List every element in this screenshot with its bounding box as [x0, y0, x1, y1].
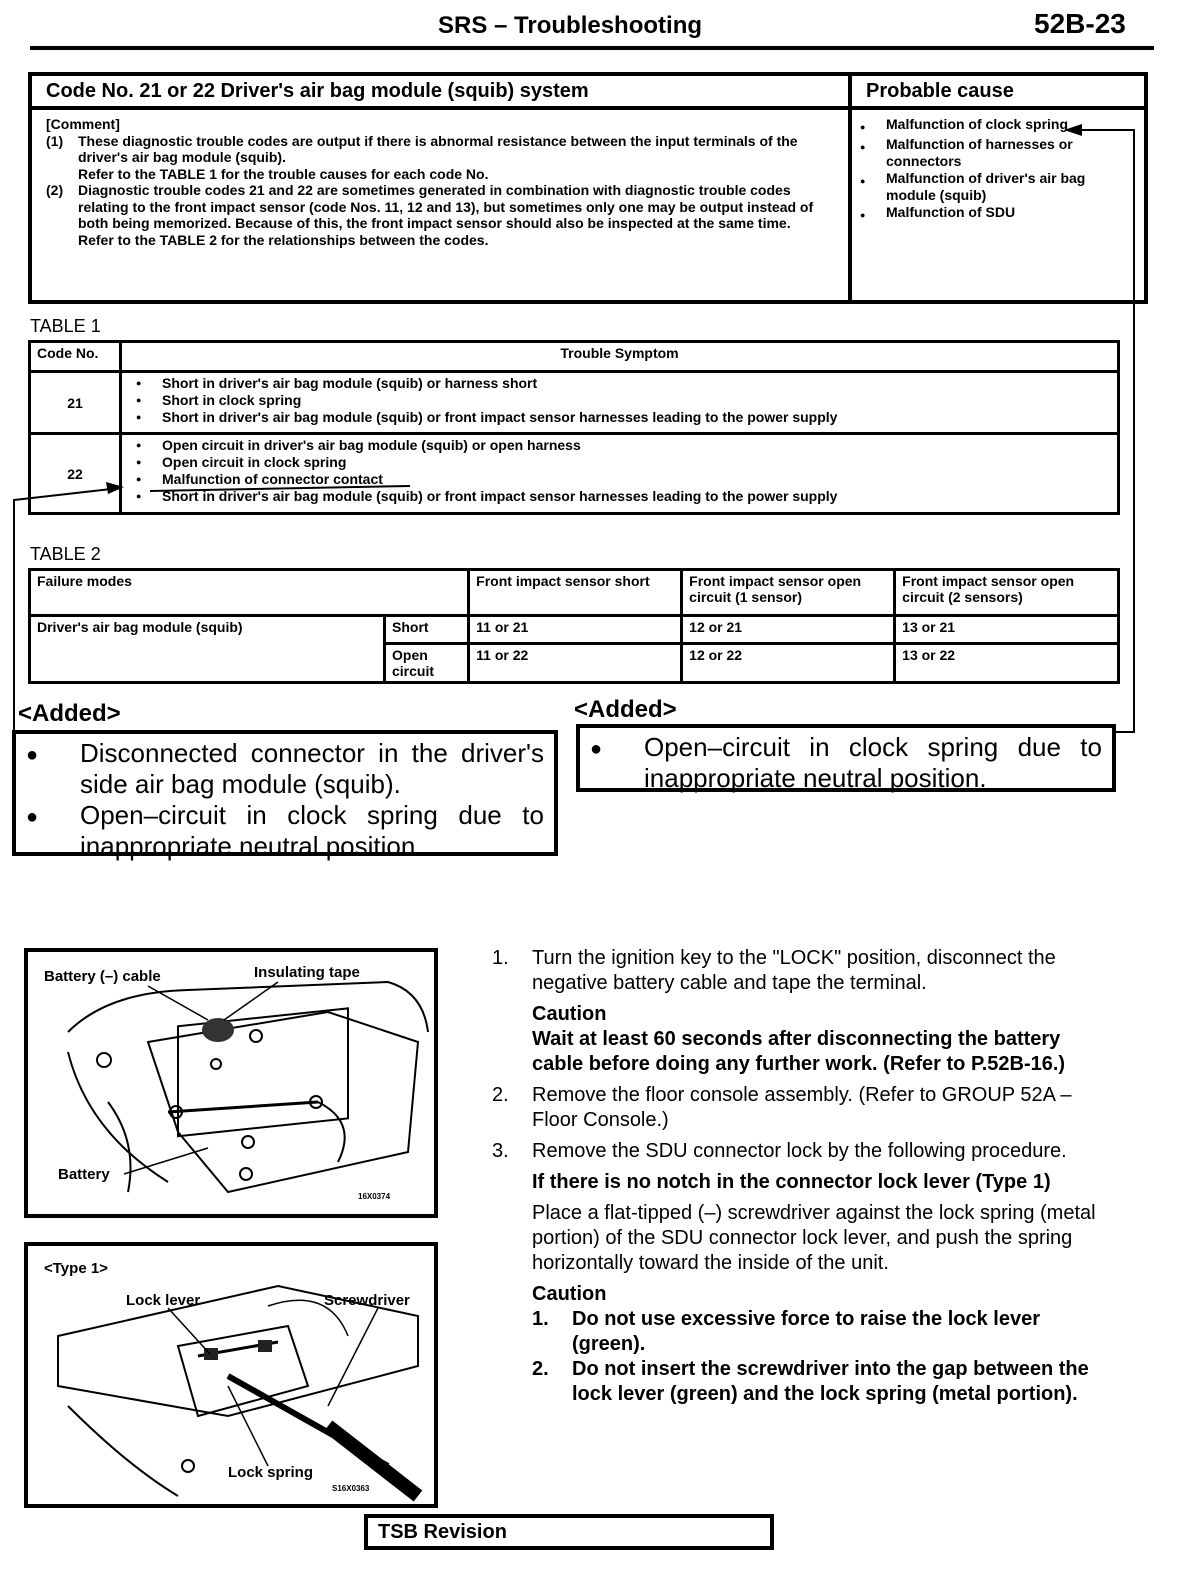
step-3: 3. Remove the SDU connector lock by the following procedure.	[492, 1140, 1067, 1162]
list-item: ● Disconnected connector in the driver's side air bag module (squib).	[26, 738, 544, 799]
step-1: 1. Turn the ignition key to the "LOCK" position, disconnect the negative battery cable and tape the terminal.	[492, 947, 1056, 994]
figure-code: 16X0374	[358, 1192, 391, 1201]
symptom-item: ● Open circuit in driver's air bag module (squib) or open harness	[136, 437, 1111, 454]
caution-2: Caution 1. Do not use excessive force to raise the lock lever (green). 2. Do not insert the screwdriver into the gap between the lock lever (green) and the lock spring (metal portion).	[532, 1282, 1114, 1407]
code-title: Code No. 21 or 22 Driver's air bag module (squib) system	[32, 76, 848, 110]
label-type1: <Type 1>	[44, 1260, 108, 1277]
label-battery: Battery	[58, 1166, 110, 1183]
symptom-item: ● Short in driver's air bag module (squib) or front impact sensor harnesses leading to the power supply	[136, 409, 1111, 426]
type1-text: Place a flat-tipped (–) screwdriver against the lock spring (metal portion) of the SDU connector lock lever, and push the spring horizontally toward the inside of the unit.	[532, 1202, 1096, 1274]
battery-figure	[24, 948, 438, 1218]
added-label-left: <Added>	[18, 700, 121, 727]
symptom-item: ● Malfunction of connector contact	[136, 471, 1111, 488]
annotation-arrows	[0, 0, 1184, 760]
page-header-title: SRS – Troubleshooting	[438, 12, 703, 39]
label-lock-lever: Lock lever	[126, 1292, 201, 1309]
added-note-right	[576, 724, 1116, 792]
label-insulating-tape: Insulating tape	[254, 964, 360, 981]
comment-item: (1) These diagnostic trouble codes are output if there is abnormal resistance between the input terminals of the driver's air bag module (squib). Refer to the TABLE 1 for the trouble causes for each code No.	[46, 132, 798, 182]
sdu-connector-figure	[24, 1242, 438, 1508]
cause-item: ● Malfunction of driver's air bag module (squib)	[860, 170, 1134, 204]
list-item: ● Open–circuit in clock spring due to inappropriate neutral position.	[26, 800, 544, 861]
list-item: 2. Do not insert the screwdriver into the gap between the lock lever (green) and the lock spring (metal portion).	[532, 1358, 1089, 1405]
label-screwdriver: Screwdriver	[324, 1292, 410, 1309]
comment-label: [Comment]	[46, 116, 120, 132]
table2-header: Front impact sensor short	[469, 570, 682, 616]
cause-item: ● Malfunction of harnesses or connectors	[860, 136, 1134, 170]
list-item: ● Open–circuit in clock spring due to inappropriate neutral position.	[590, 732, 1102, 793]
cause-item: ● Malfunction of SDU	[860, 204, 1134, 224]
page-number: 52B-23	[1034, 8, 1126, 39]
caution-1: Caution Wait at least 60 seconds after disconnecting the battery cable before doing any further work. (Refer to P.52B-16.)	[532, 1003, 1066, 1075]
table1-header-symptom: Trouble Symptom	[121, 342, 1119, 372]
table-row: Open circuit 11 or 22 12 or 22 13 or 22	[30, 644, 1119, 683]
table-row: 21 ● Short in driver's air bag module (squib) or harness short ● Short in clock spring ● Short in driver's air bag module (squib) or front impact sensor harnesses leading to the power supply	[30, 372, 1119, 434]
symptom-item: ● Open circuit in clock spring	[136, 454, 1111, 471]
label-lock-spring: Lock spring	[228, 1464, 314, 1481]
comment-item: (2) Diagnostic trouble codes 21 and 22 are sometimes generated in combination with diagnostic trouble codes relating to the front impact sensor (code Nos. 11, 12 and 13), but sometimes only one may be output instead of both being memorized. Because of this, the front impact sensor should also be inspected at the same time. Refer to the TABLE 2 for the relationships between the codes.	[46, 182, 814, 248]
symptom-item: ● Short in driver's air bag module (squib) or front impact sensor harnesses leading to the power supply	[136, 488, 1111, 505]
tsb-revision-box: TSB Revision	[364, 1514, 774, 1550]
step-2: 2. Remove the floor console assembly. (Refer to GROUP 52A – Floor Console.)	[492, 1084, 1072, 1131]
procedure-steps	[492, 946, 1114, 1413]
table-row: 22 ● Open circuit in driver's air bag module (squib) or open harness ● Open circuit in clock spring ● Malfunction of connector contact ● Short in driver's air bag module (squib) or front impact sensor harnesses leading to the power supply	[30, 434, 1119, 514]
label-battery-cable: Battery (–) cable	[44, 968, 161, 985]
table-row: Driver's air bag module (squib) Short 11 or 21 12 or 21 13 or 21	[30, 616, 1119, 644]
cause-item: ● Malfunction of clock spring	[860, 116, 1134, 136]
table2-header: Front impact sensor open circuit (2 sensors)	[895, 570, 1119, 616]
symptom-item: ● Short in clock spring	[136, 392, 1111, 409]
table1-header-code: Code No.	[30, 342, 121, 372]
table2-header: Failure modes	[30, 570, 469, 616]
table1-label: TABLE 1	[30, 316, 101, 336]
symptom-item: ● Short in driver's air bag module (squib) or harness short	[136, 375, 1111, 392]
list-item: 1. Do not use excessive force to raise the lock lever (green).	[532, 1308, 1040, 1355]
table2-module: Driver's air bag module (squib)	[30, 616, 385, 683]
table2-label: TABLE 2	[30, 544, 101, 564]
type1-heading: If there is no notch in the connector lock lever (Type 1)	[532, 1171, 1051, 1193]
figure-code: S16X0363	[332, 1484, 370, 1493]
probable-cause-title: Probable cause	[852, 76, 1144, 110]
added-note-left	[12, 730, 558, 861]
table2-header: Front impact sensor open circuit (1 sensor)	[682, 570, 895, 616]
added-label-right: <Added>	[574, 696, 677, 723]
